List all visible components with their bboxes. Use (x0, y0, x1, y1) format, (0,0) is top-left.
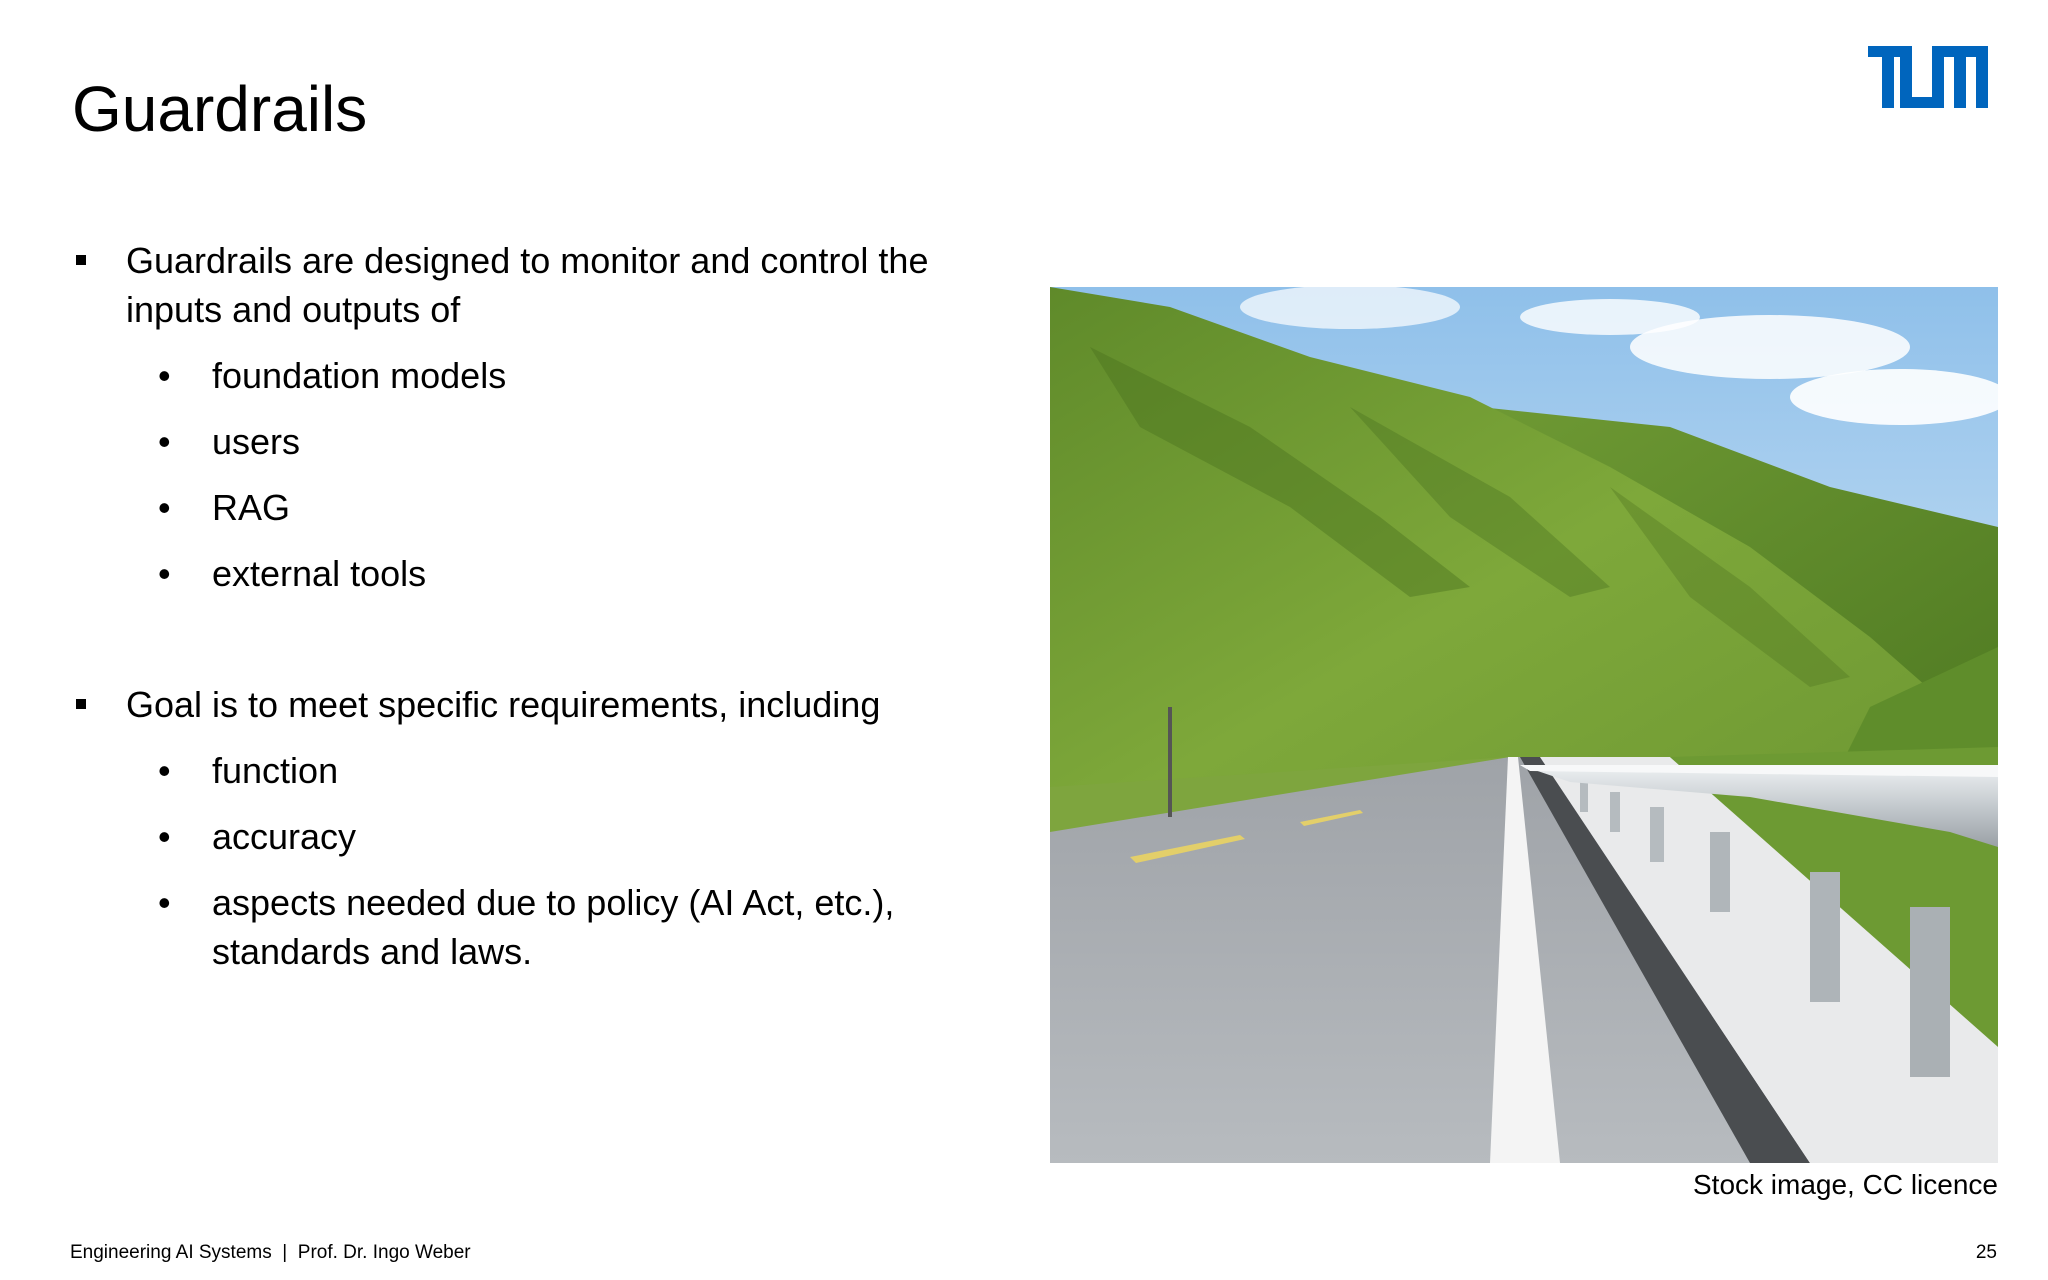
sub-bullet-item (72, 483, 1002, 532)
sub-bullet-text: users (212, 421, 301, 462)
sub-bullet-text: aspects needed due to policy (AI Act, etc.), standards and laws. (212, 882, 895, 972)
footer-course-info: Engineering AI Systems | Prof. Dr. Ingo Weber (70, 1242, 471, 1263)
round-bullet-icon: • (158, 421, 171, 462)
sub-bullet-text: function (212, 750, 339, 791)
sub-bullet-item (72, 549, 1002, 598)
bullet-item (72, 680, 1002, 729)
round-bullet-icon: • (158, 355, 171, 396)
bullet-text: Guardrails are designed to monitor and control the inputs and outputs of (126, 240, 929, 330)
slide-title: Guardrails (72, 73, 368, 145)
sub-bullet-text: accuracy (212, 816, 357, 857)
round-bullet-icon: • (158, 553, 171, 594)
sub-bullet-text: foundation models (212, 355, 507, 396)
sub-bullet-item (72, 878, 1002, 976)
tum-logo-icon (1868, 46, 1988, 112)
page-number: 25 (1975, 1242, 1997, 1263)
round-bullet-icon: • (158, 750, 171, 791)
sub-bullet-item (72, 812, 1002, 861)
bullet-item (72, 236, 1002, 334)
sub-bullet-item (72, 417, 1002, 466)
road-guardrail-photo-icon (1050, 287, 1998, 1163)
bullet-list (72, 236, 1002, 976)
bullet-text: Goal is to meet specific requirements, including (126, 684, 881, 725)
round-bullet-icon: • (158, 816, 171, 857)
round-bullet-icon: • (158, 487, 171, 528)
square-bullet-icon (76, 255, 86, 265)
square-bullet-icon (76, 699, 86, 709)
round-bullet-icon: • (158, 882, 171, 923)
sub-bullet-text: external tools (212, 553, 427, 594)
image-caption: Stock image, CC licence (1692, 1169, 1998, 1200)
sub-bullet-item (72, 351, 1002, 400)
sub-bullet-text: RAG (212, 487, 291, 528)
sub-bullet-item (72, 746, 1002, 795)
bullet-group-2 (72, 680, 1002, 976)
bullet-group-1 (72, 236, 1002, 598)
